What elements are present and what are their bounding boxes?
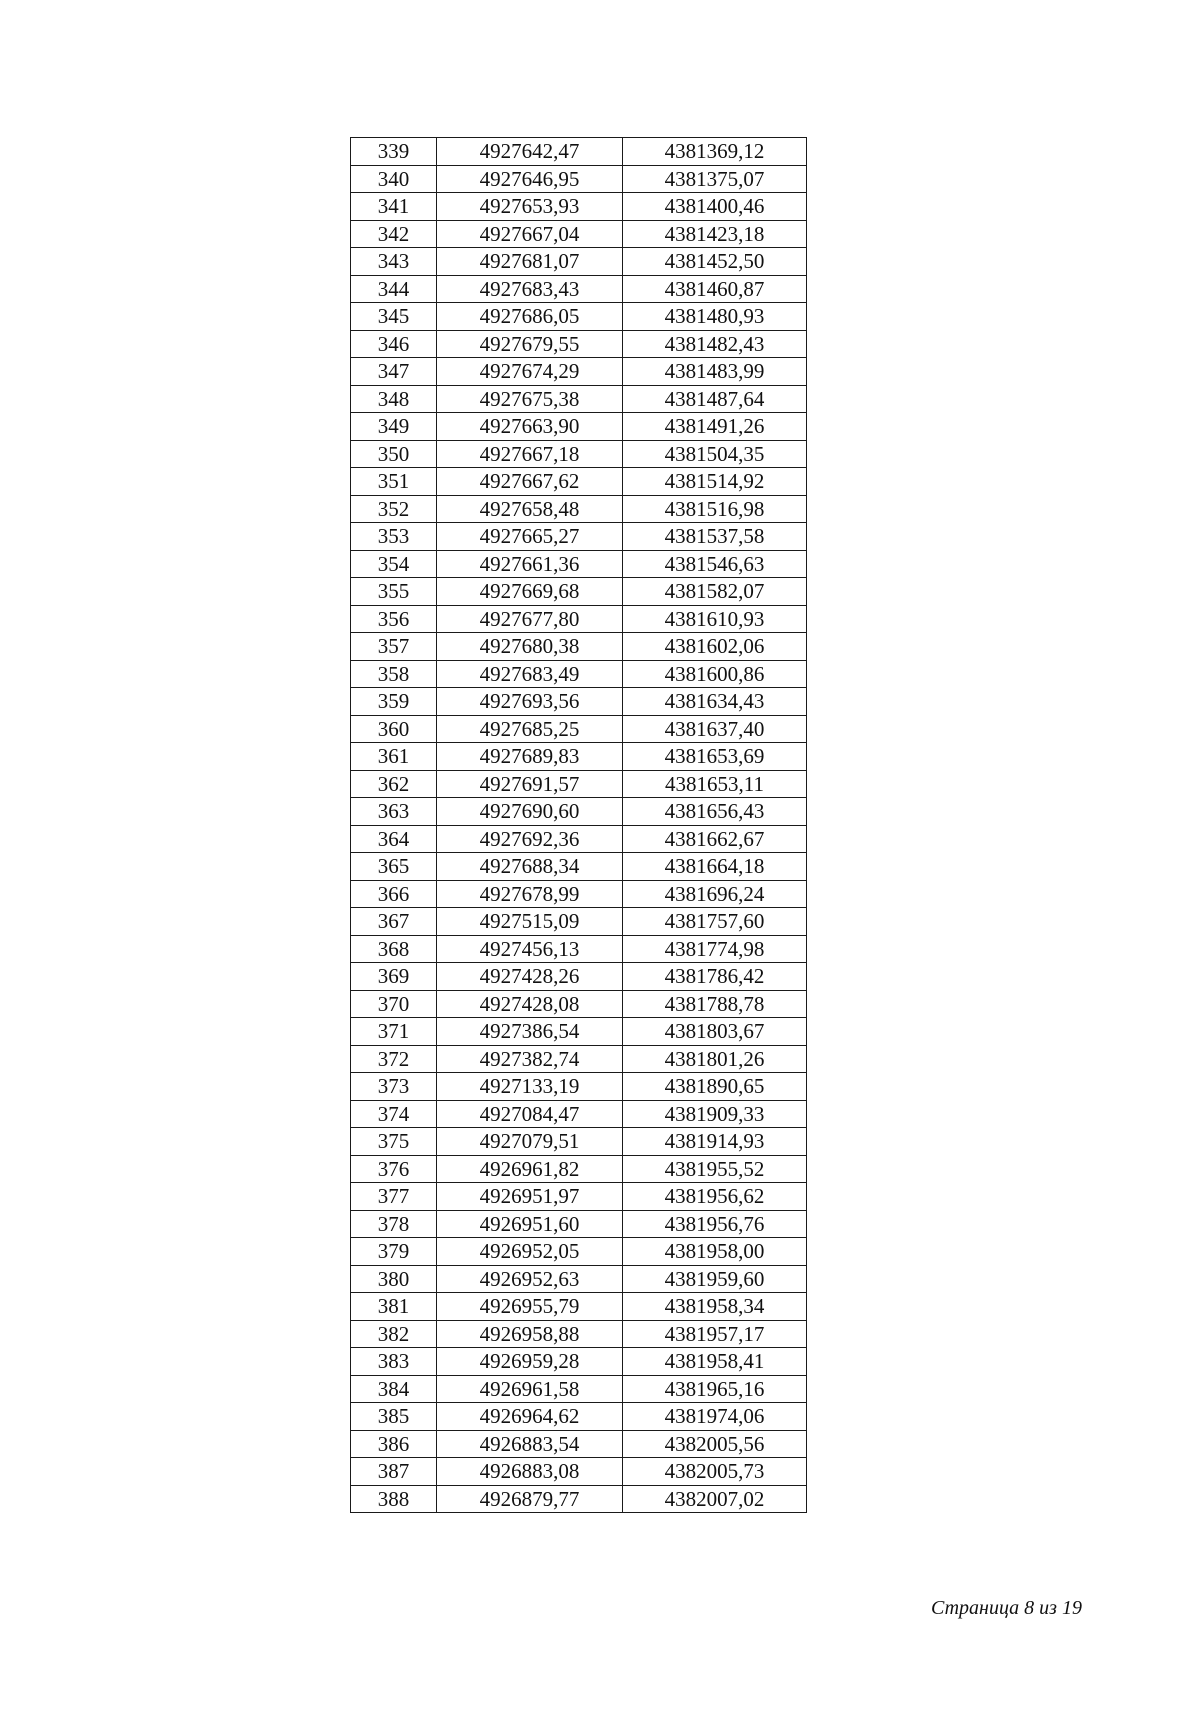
x-coordinate-cell: 4927675,38 <box>437 385 623 413</box>
y-coordinate-cell: 4381696,24 <box>623 880 807 908</box>
x-coordinate-cell: 4927667,62 <box>437 468 623 496</box>
x-coordinate-cell: 4927428,26 <box>437 963 623 991</box>
table-row <box>351 495 807 523</box>
y-coordinate-cell: 4381956,76 <box>623 1210 807 1238</box>
point-number-cell: 363 <box>351 798 437 826</box>
table-row <box>351 770 807 798</box>
table-row <box>351 1458 807 1486</box>
y-coordinate-cell: 4381956,62 <box>623 1183 807 1211</box>
point-number-cell: 356 <box>351 605 437 633</box>
table-row <box>351 165 807 193</box>
point-number-cell: 346 <box>351 330 437 358</box>
table-row <box>351 385 807 413</box>
table-row <box>351 1183 807 1211</box>
table-row <box>351 660 807 688</box>
table-row <box>351 193 807 221</box>
x-coordinate-cell: 4927084,47 <box>437 1100 623 1128</box>
table-row <box>351 1375 807 1403</box>
y-coordinate-cell: 4382005,56 <box>623 1430 807 1458</box>
y-coordinate-cell: 4381546,63 <box>623 550 807 578</box>
y-coordinate-cell: 4381452,50 <box>623 248 807 276</box>
y-coordinate-cell: 4382005,73 <box>623 1458 807 1486</box>
y-coordinate-cell: 4381959,60 <box>623 1265 807 1293</box>
table-row <box>351 880 807 908</box>
x-coordinate-cell: 4927386,54 <box>437 1018 623 1046</box>
point-number-cell: 376 <box>351 1155 437 1183</box>
table-row <box>351 1210 807 1238</box>
x-coordinate-cell: 4927428,08 <box>437 990 623 1018</box>
x-coordinate-cell: 4927688,34 <box>437 853 623 881</box>
x-coordinate-cell: 4927653,93 <box>437 193 623 221</box>
y-coordinate-cell: 4381480,93 <box>623 303 807 331</box>
point-number-cell: 364 <box>351 825 437 853</box>
table-row <box>351 550 807 578</box>
y-coordinate-cell: 4381537,58 <box>623 523 807 551</box>
point-number-cell: 378 <box>351 1210 437 1238</box>
table-row <box>351 1265 807 1293</box>
table-row <box>351 358 807 386</box>
point-number-cell: 341 <box>351 193 437 221</box>
x-coordinate-cell: 4927658,48 <box>437 495 623 523</box>
point-number-cell: 387 <box>351 1458 437 1486</box>
y-coordinate-cell: 4381788,78 <box>623 990 807 1018</box>
x-coordinate-cell: 4927693,56 <box>437 688 623 716</box>
y-coordinate-cell: 4381757,60 <box>623 908 807 936</box>
x-coordinate-cell: 4927515,09 <box>437 908 623 936</box>
point-number-cell: 381 <box>351 1293 437 1321</box>
point-number-cell: 372 <box>351 1045 437 1073</box>
table-row <box>351 330 807 358</box>
point-number-cell: 354 <box>351 550 437 578</box>
table-row <box>351 688 807 716</box>
point-number-cell: 355 <box>351 578 437 606</box>
point-number-cell: 377 <box>351 1183 437 1211</box>
x-coordinate-cell: 4927646,95 <box>437 165 623 193</box>
table-row <box>351 220 807 248</box>
x-coordinate-cell: 4927642,47 <box>437 138 623 166</box>
point-number-cell: 359 <box>351 688 437 716</box>
point-number-cell: 357 <box>351 633 437 661</box>
y-coordinate-cell: 4381460,87 <box>623 275 807 303</box>
table-row <box>351 1073 807 1101</box>
y-coordinate-cell: 4381600,86 <box>623 660 807 688</box>
y-coordinate-cell: 4381909,33 <box>623 1100 807 1128</box>
table-row <box>351 1128 807 1156</box>
x-coordinate-cell: 4927661,36 <box>437 550 623 578</box>
point-number-cell: 339 <box>351 138 437 166</box>
table-row <box>351 468 807 496</box>
y-coordinate-cell: 4381965,16 <box>623 1375 807 1403</box>
x-coordinate-cell: 4927689,83 <box>437 743 623 771</box>
y-coordinate-cell: 4381514,92 <box>623 468 807 496</box>
x-coordinate-cell: 4927681,07 <box>437 248 623 276</box>
y-coordinate-cell: 4381786,42 <box>623 963 807 991</box>
point-number-cell: 360 <box>351 715 437 743</box>
point-number-cell: 365 <box>351 853 437 881</box>
point-number-cell: 348 <box>351 385 437 413</box>
table-row <box>351 1045 807 1073</box>
y-coordinate-cell: 4382007,02 <box>623 1485 807 1513</box>
y-coordinate-cell: 4381774,98 <box>623 935 807 963</box>
point-number-cell: 350 <box>351 440 437 468</box>
point-number-cell: 366 <box>351 880 437 908</box>
point-number-cell: 384 <box>351 1375 437 1403</box>
point-number-cell: 380 <box>351 1265 437 1293</box>
point-number-cell: 344 <box>351 275 437 303</box>
x-coordinate-cell: 4927685,25 <box>437 715 623 743</box>
y-coordinate-cell: 4381653,11 <box>623 770 807 798</box>
y-coordinate-cell: 4381491,26 <box>623 413 807 441</box>
table-row <box>351 138 807 166</box>
x-coordinate-cell: 4927686,05 <box>437 303 623 331</box>
point-number-cell: 342 <box>351 220 437 248</box>
point-number-cell: 374 <box>351 1100 437 1128</box>
y-coordinate-cell: 4381656,43 <box>623 798 807 826</box>
x-coordinate-cell: 4927667,04 <box>437 220 623 248</box>
x-coordinate-cell: 4927683,49 <box>437 660 623 688</box>
point-number-cell: 386 <box>351 1430 437 1458</box>
x-coordinate-cell: 4927079,51 <box>437 1128 623 1156</box>
x-coordinate-cell: 4927667,18 <box>437 440 623 468</box>
point-number-cell: 385 <box>351 1403 437 1431</box>
x-coordinate-cell: 4927663,90 <box>437 413 623 441</box>
y-coordinate-cell: 4381582,07 <box>623 578 807 606</box>
point-number-cell: 379 <box>351 1238 437 1266</box>
point-number-cell: 351 <box>351 468 437 496</box>
y-coordinate-cell: 4381400,46 <box>623 193 807 221</box>
x-coordinate-cell: 4926961,82 <box>437 1155 623 1183</box>
table-row <box>351 1018 807 1046</box>
y-coordinate-cell: 4381955,52 <box>623 1155 807 1183</box>
table-row <box>351 825 807 853</box>
table-row <box>351 440 807 468</box>
coordinates-table-body <box>351 138 807 1513</box>
y-coordinate-cell: 4381482,43 <box>623 330 807 358</box>
table-row <box>351 715 807 743</box>
x-coordinate-cell: 4926955,79 <box>437 1293 623 1321</box>
table-row <box>351 523 807 551</box>
point-number-cell: 353 <box>351 523 437 551</box>
y-coordinate-cell: 4381958,41 <box>623 1348 807 1376</box>
y-coordinate-cell: 4381662,67 <box>623 825 807 853</box>
x-coordinate-cell: 4926959,28 <box>437 1348 623 1376</box>
y-coordinate-cell: 4381610,93 <box>623 605 807 633</box>
x-coordinate-cell: 4926964,62 <box>437 1403 623 1431</box>
point-number-cell: 349 <box>351 413 437 441</box>
x-coordinate-cell: 4927690,60 <box>437 798 623 826</box>
x-coordinate-cell: 4927674,29 <box>437 358 623 386</box>
x-coordinate-cell: 4927382,74 <box>437 1045 623 1073</box>
point-number-cell: 383 <box>351 1348 437 1376</box>
table-row <box>351 1238 807 1266</box>
point-number-cell: 358 <box>351 660 437 688</box>
page-number: Страница 8 из 19 <box>930 1597 1082 1619</box>
point-number-cell: 340 <box>351 165 437 193</box>
y-coordinate-cell: 4381664,18 <box>623 853 807 881</box>
x-coordinate-cell: 4927683,43 <box>437 275 623 303</box>
table-row <box>351 935 807 963</box>
point-number-cell: 382 <box>351 1320 437 1348</box>
x-coordinate-cell: 4926961,58 <box>437 1375 623 1403</box>
table-row <box>351 578 807 606</box>
y-coordinate-cell: 4381803,67 <box>623 1018 807 1046</box>
y-coordinate-cell: 4381483,99 <box>623 358 807 386</box>
table-row <box>351 1320 807 1348</box>
y-coordinate-cell: 4381653,69 <box>623 743 807 771</box>
table-row <box>351 1155 807 1183</box>
table-row <box>351 1348 807 1376</box>
table-row <box>351 743 807 771</box>
x-coordinate-cell: 4927691,57 <box>437 770 623 798</box>
y-coordinate-cell: 4381375,07 <box>623 165 807 193</box>
x-coordinate-cell: 4927680,38 <box>437 633 623 661</box>
y-coordinate-cell: 4381958,00 <box>623 1238 807 1266</box>
table-row <box>351 1403 807 1431</box>
table-row <box>351 798 807 826</box>
y-coordinate-cell: 4381369,12 <box>623 138 807 166</box>
y-coordinate-cell: 4381634,43 <box>623 688 807 716</box>
x-coordinate-cell: 4927133,19 <box>437 1073 623 1101</box>
point-number-cell: 369 <box>351 963 437 991</box>
table-row <box>351 413 807 441</box>
point-number-cell: 368 <box>351 935 437 963</box>
y-coordinate-cell: 4381487,64 <box>623 385 807 413</box>
point-number-cell: 347 <box>351 358 437 386</box>
table-row <box>351 1485 807 1513</box>
y-coordinate-cell: 4381423,18 <box>623 220 807 248</box>
point-number-cell: 361 <box>351 743 437 771</box>
table-row <box>351 1100 807 1128</box>
x-coordinate-cell: 4927679,55 <box>437 330 623 358</box>
y-coordinate-cell: 4381516,98 <box>623 495 807 523</box>
x-coordinate-cell: 4927665,27 <box>437 523 623 551</box>
point-number-cell: 375 <box>351 1128 437 1156</box>
table-row <box>351 1430 807 1458</box>
coordinates-table <box>350 137 807 1513</box>
table-row <box>351 303 807 331</box>
point-number-cell: 345 <box>351 303 437 331</box>
point-number-cell: 352 <box>351 495 437 523</box>
point-number-cell: 373 <box>351 1073 437 1101</box>
table-row <box>351 633 807 661</box>
x-coordinate-cell: 4926951,60 <box>437 1210 623 1238</box>
table-row <box>351 1293 807 1321</box>
y-coordinate-cell: 4381914,93 <box>623 1128 807 1156</box>
x-coordinate-cell: 4927692,36 <box>437 825 623 853</box>
y-coordinate-cell: 4381958,34 <box>623 1293 807 1321</box>
x-coordinate-cell: 4926951,97 <box>437 1183 623 1211</box>
x-coordinate-cell: 4927678,99 <box>437 880 623 908</box>
x-coordinate-cell: 4926883,54 <box>437 1430 623 1458</box>
table-row <box>351 248 807 276</box>
table-row <box>351 605 807 633</box>
point-number-cell: 367 <box>351 908 437 936</box>
y-coordinate-cell: 4381602,06 <box>623 633 807 661</box>
y-coordinate-cell: 4381890,65 <box>623 1073 807 1101</box>
table-row <box>351 963 807 991</box>
x-coordinate-cell: 4927669,68 <box>437 578 623 606</box>
x-coordinate-cell: 4926952,63 <box>437 1265 623 1293</box>
table-row <box>351 275 807 303</box>
point-number-cell: 388 <box>351 1485 437 1513</box>
point-number-cell: 370 <box>351 990 437 1018</box>
table-row <box>351 853 807 881</box>
x-coordinate-cell: 4926879,77 <box>437 1485 623 1513</box>
x-coordinate-cell: 4926883,08 <box>437 1458 623 1486</box>
y-coordinate-cell: 4381801,26 <box>623 1045 807 1073</box>
y-coordinate-cell: 4381974,06 <box>623 1403 807 1431</box>
point-number-cell: 371 <box>351 1018 437 1046</box>
y-coordinate-cell: 4381957,17 <box>623 1320 807 1348</box>
table-row <box>351 990 807 1018</box>
x-coordinate-cell: 4927456,13 <box>437 935 623 963</box>
point-number-cell: 343 <box>351 248 437 276</box>
y-coordinate-cell: 4381504,35 <box>623 440 807 468</box>
y-coordinate-cell: 4381637,40 <box>623 715 807 743</box>
x-coordinate-cell: 4927677,80 <box>437 605 623 633</box>
table-row <box>351 908 807 936</box>
x-coordinate-cell: 4926958,88 <box>437 1320 623 1348</box>
x-coordinate-cell: 4926952,05 <box>437 1238 623 1266</box>
point-number-cell: 362 <box>351 770 437 798</box>
